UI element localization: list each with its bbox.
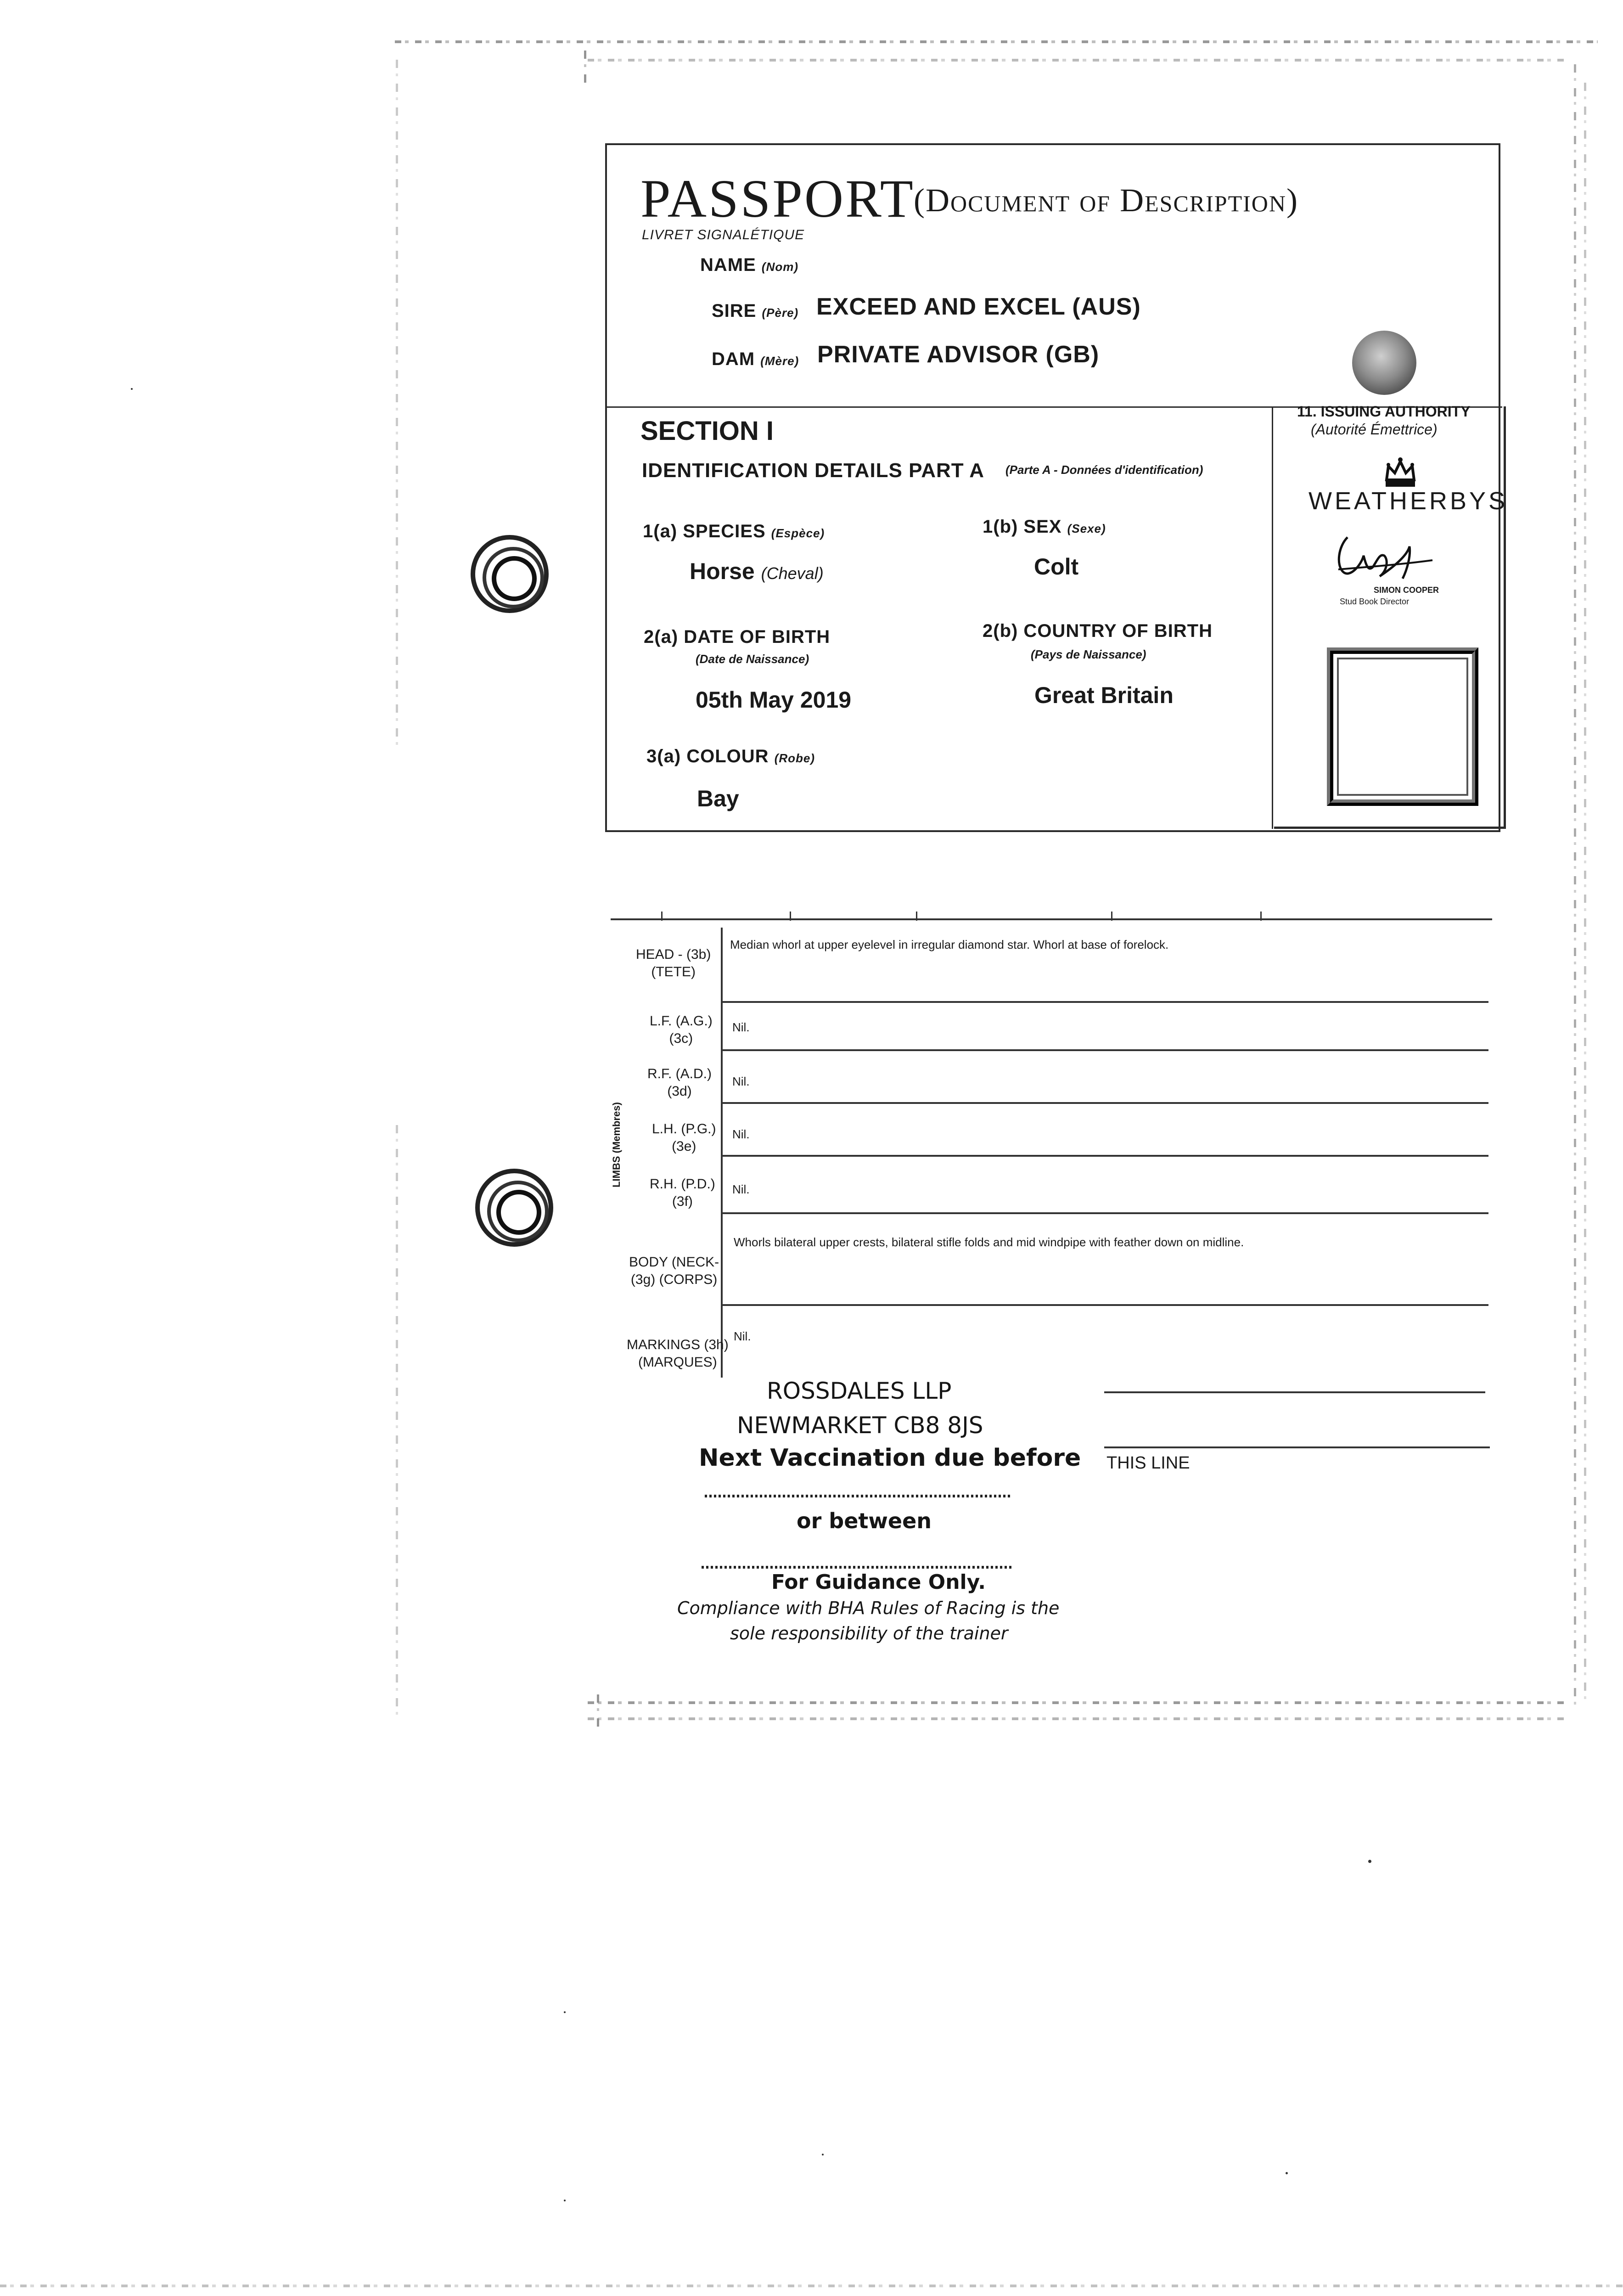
scan-right-edge-2 [1584,83,1586,1699]
body-value: Whorls bilateral upper crests, bilateral stifle folds and mid windpipe with feather down on midline. [734,1235,1244,1249]
section-title: SECTION I [640,416,774,446]
table-rule-body [723,1304,1488,1306]
passport-subtitle: (Document of Description) [914,182,1298,219]
scan-left-edge [396,60,398,748]
signature-line-1 [1104,1391,1485,1393]
stamp-line-4: or between [797,1508,932,1533]
lh-label: L.H. (P.G.) (3e) [652,1121,716,1154]
scan-border-bottom [588,1701,1566,1704]
scan-border-top [395,40,1598,43]
name-label: NAME (Nom) [700,255,798,275]
body-label: BODY (NECK- (3g) (CORPS) [629,1255,719,1287]
identification-title: IDENTIFICATION DETAILS PART A [642,459,984,482]
country-label: 2(b) COUNTRY OF BIRTH [983,621,1213,641]
scan-inner-left-bottom [597,1694,599,1727]
scan-inner-left [584,51,586,87]
lh-value: Nil. [732,1127,750,1141]
table-tick [916,912,917,921]
table-tick [1111,912,1112,921]
species-value: Horse (Cheval) [690,558,824,584]
sire-value: EXCEED AND EXCEL (AUS) [816,293,1141,320]
sire-label: SIRE (Père) [712,301,799,321]
photo-frame [1327,647,1478,806]
rh-value: Nil. [732,1182,750,1196]
scan-border-top-inner [588,59,1566,62]
weatherbys-logo-text: WEATHERBYS [1309,487,1508,515]
punch-hole-top [471,535,549,613]
signature-line-2 [1104,1446,1490,1448]
colour-value: Bay [697,786,739,811]
dob-label-fr: (Date de Naissance) [696,652,809,666]
identification-subtitle: (Parte A - Données d'identification) [1005,463,1203,477]
issuing-authority-subtitle: (Autorité Émettrice) [1311,421,1438,438]
table-rule-rf [723,1102,1488,1104]
country-value: Great Britain [1034,682,1174,708]
country-label-fr: (Pays de Naissance) [1031,647,1146,661]
lf-label: L.F. (A.G.) (3c) [650,1013,713,1046]
markings-value: Nil. [734,1329,751,1343]
scan-speck [564,2011,566,2013]
rh-label: R.H. (P.D.) (3f) [650,1176,715,1209]
table-rule-head [723,1001,1488,1003]
signatory-role: Stud Book Director [1340,597,1410,606]
stamp-line-2: NEWMARKET CB8 8JS [737,1412,983,1439]
rf-label: R.F. (A.D.) (3d) [647,1066,712,1099]
signatory-name: SIMON COOPER [1374,585,1439,595]
table-rule-lh [723,1155,1488,1157]
colour-label: 3(a) COLOUR (Robe) [646,746,815,766]
stamp-line-5: For Guidance Only. [771,1570,986,1594]
vaccination-range-line [702,1566,1014,1569]
sex-label: 1(b) SEX (Sexe) [983,517,1106,537]
table-rule-lf [723,1049,1488,1051]
crown-icon [1382,455,1419,491]
dam-label: DAM (Mère) [712,349,799,369]
scan-speck [1368,1860,1371,1863]
dam-value: PRIVATE ADVISOR (GB) [817,341,1100,368]
table-tick [661,912,663,921]
vaccination-date-line [705,1495,1012,1497]
section-divider [1272,406,1273,829]
limbs-label: LIMBS (Membres) [610,1102,622,1187]
stamp-line-6: Compliance with BHA Rules of Racing is the [677,1598,1060,1618]
head-value: Median whorl at upper eyelevel in irregular diamond star. Whorl at base of forelock. [730,938,1169,951]
livret-label: LIVRET SIGNALÉTIQUE [642,227,805,242]
rf-value: Nil. [732,1075,750,1088]
scan-left-edge-2 [396,1125,398,1722]
scan-right-edge [1574,64,1576,1708]
dob-value: 05th May 2019 [696,687,852,713]
stamp-line-7: sole responsibility of the trainer [730,1623,1008,1643]
issuing-authority-title: 11. ISSUING AUTHORITY [1297,403,1471,420]
dob-label: 2(a) DATE OF BIRTH [644,627,831,647]
stamp-line-3: Next Vaccination due before [699,1444,1081,1472]
head-label: HEAD - (3b) (TETE) [636,947,711,979]
lf-value: Nil. [732,1020,750,1034]
embossed-seal [1352,331,1416,395]
punch-hole-bottom [475,1169,553,1247]
this-line-label: THIS LINE [1106,1453,1190,1473]
stamp-line-1: ROSSDALES LLP [767,1378,952,1404]
scan-speck [564,2200,566,2201]
table-tick [1260,912,1262,921]
table-tick [790,912,791,921]
table-rule-rh [723,1212,1488,1214]
table-column-divider [721,928,723,1378]
scan-speck [131,388,133,390]
scan-border-bottom-2 [588,1717,1566,1720]
signature [1329,528,1439,588]
markings-label: MARKINGS (3h) (MARQUES) [627,1337,729,1370]
scan-speck [1286,2172,1288,2174]
scan-footer-line [0,2285,1623,2287]
table-top-rule [611,918,1492,920]
scan-speck [822,2154,824,2155]
sex-value: Colt [1034,554,1079,580]
passport-title: PASSPORT [640,169,915,229]
species-label: 1(a) SPECIES (Espèce) [643,521,825,541]
